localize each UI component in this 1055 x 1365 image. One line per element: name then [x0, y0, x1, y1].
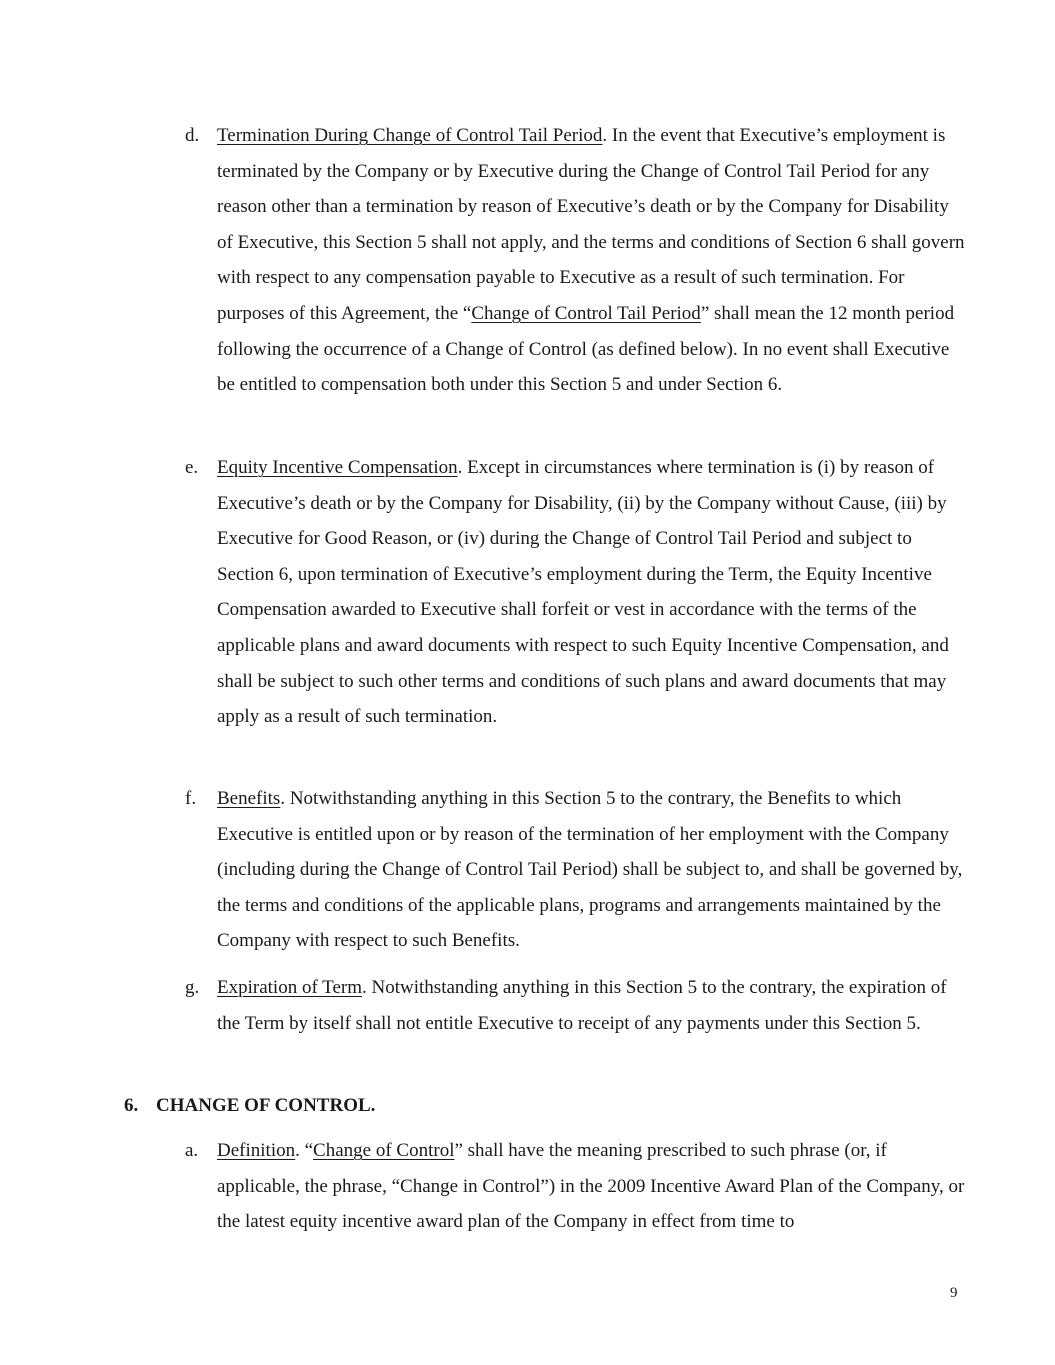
paragraph-marker: e. [185, 457, 199, 478]
paragraph-marker: f. [185, 788, 197, 809]
paragraph-body: . In the event that Executive’s employment is terminated by the Company or by Executive during the Change of Control Tail Period for any reason other than a termination by reason of Executive’s death or by the Company for Disability of Executive, this Section 5 shall not apply, and the terms and conditions of Section 6 shall govern with respect to any compensation payable to Executive as a result of such termination. For purposes of this Agreement, the “ [217, 125, 965, 324]
paragraph-title: Expiration of Term [217, 977, 363, 998]
paragraph-title: Equity Incentive Compensation [217, 457, 458, 478]
defined-term: Change of Control Tail Period [471, 302, 701, 324]
paragraph-marker: d. [185, 125, 200, 146]
section-heading [124, 1088, 375, 1124]
section-title: CHANGE OF CONTROL. [156, 1095, 376, 1116]
paragraph-text [217, 450, 969, 735]
paragraph-body-continued: ” shall have the meaning prescribed to such phrase (or, if applicable, the phrase, “Change in Control”) in the 2009 Incentive Award Plan of the Company, or the latest equity incentive award plan of the Company in effect from time to [217, 1140, 965, 1233]
paragraph-body: . Notwithstanding anything in this Section 5 to the contrary, the Benefits to which Executive is entitled upon or by reason of the termination of her employment with the Company (including during the Change of Control Tail Period) shall be subject to, and shall be governed by, the terms and conditions of the applicable plans, programs and arrangements maintained by the Company with respect to such Benefits. [217, 788, 963, 952]
paragraph-marker: a. [185, 1140, 199, 1161]
paragraph-title: Termination During Change of Control Tail Period [217, 125, 603, 146]
paragraph-text [217, 1133, 969, 1240]
paragraph-body: . Notwithstanding anything in this Section 5 to the contrary, the expiration of the Term by itself shall not entitle Executive to receipt of any payments under this Section 5. [217, 977, 947, 1034]
paragraph-text [217, 118, 969, 403]
paragraph-text [217, 781, 969, 959]
defined-term: Change of Control [313, 1140, 455, 1161]
paragraph-marker: g. [185, 977, 200, 998]
page-number: 9 [950, 1285, 958, 1301]
paragraph-body: . Except in circumstances where termination is (i) by reason of Executive’s death or by the Company for Disability, (ii) by the Company without Cause, (iii) by Executive for Good Reason, or (iv) during the Change of Control Tail Period and subject to Section 6, upon termination of Executive’s employment during the Term, the Equity Incentive Compensation awarded to Executive shall forfeit or vest in accordance with the terms of the applicable plans and award documents with respect to such Equity Incentive Compensation, and shall be subject to such other terms and conditions of such plans and award documents that may apply as a result of such termination. [217, 457, 949, 728]
paragraph-text [217, 970, 969, 1041]
section-number: 6. [124, 1095, 139, 1116]
paragraph-title: Definition [217, 1140, 296, 1161]
paragraph-body: . “ [295, 1140, 314, 1161]
paragraph-title: Benefits [217, 788, 281, 809]
paragraph-body-continued: ” shall mean the 12 month period following the occurrence of a Change of Control (as defined below). In no event shall Executive be entitled to compensation both under this Section 5 and under Section 6. [217, 302, 955, 396]
